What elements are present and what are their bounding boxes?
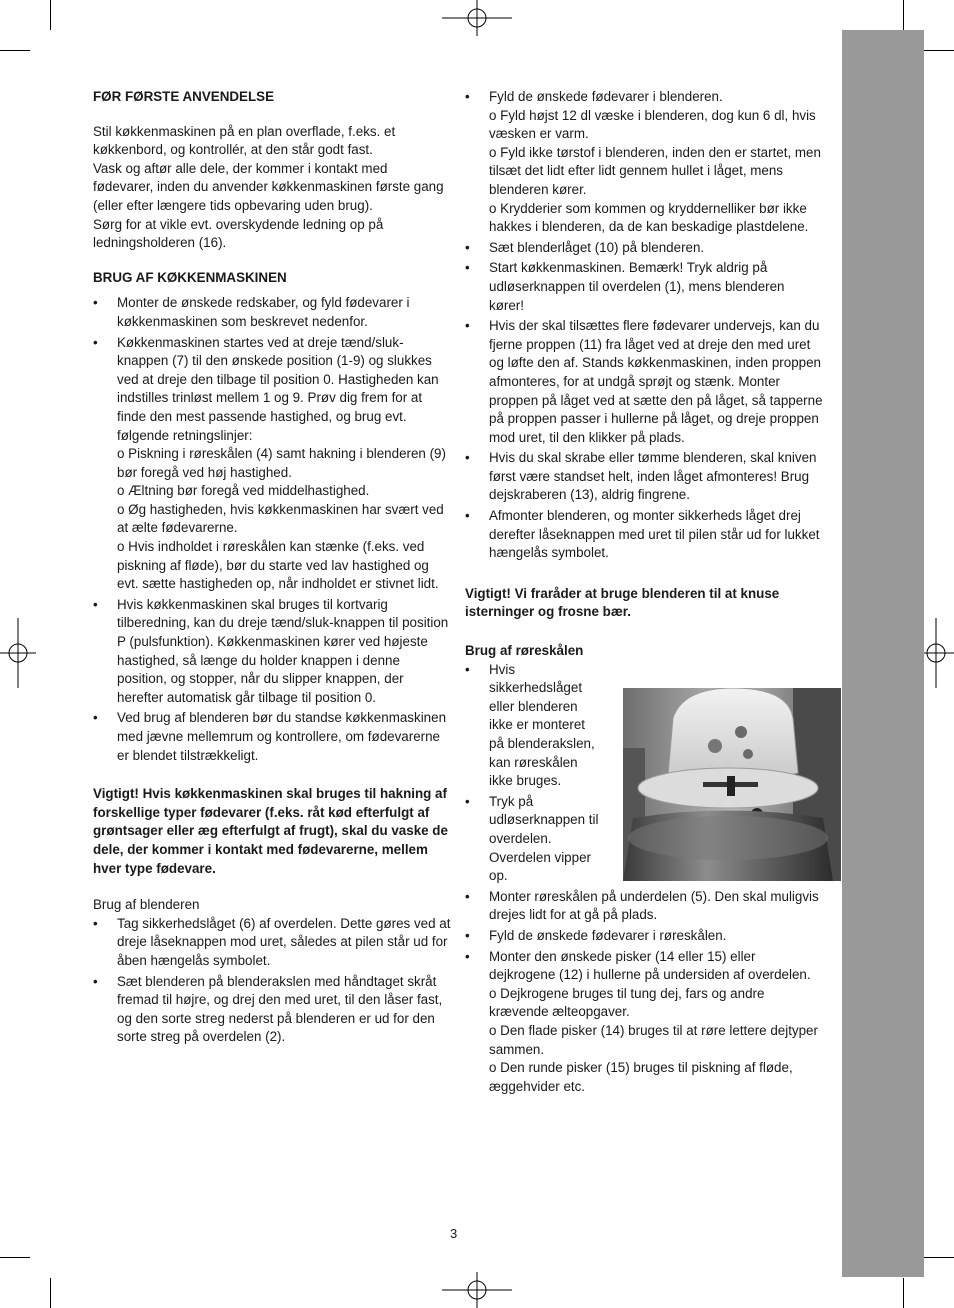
warning-text: Vigtigt! Vi fraråder at bruge blenderen til at knuse isterninger og frosne bær. bbox=[465, 585, 780, 620]
sub-item: o Fyld ikke tørstof i blenderen, inden den er startet, men tilsæt det lidt efter lidt gennem hullet i låget, mens blenderen kører. bbox=[489, 144, 821, 197]
crop-mark bbox=[903, 1278, 904, 1308]
bullet-icon: • bbox=[465, 318, 470, 334]
sub-item: o Fyld højst 12 dl væske i blenderen, dog kun 6 dl, hvis væsken er varm. bbox=[489, 107, 816, 142]
sub-item: o Hvis indholdet i røreskålen kan stænke (f.eks. ved piskning af fløde), bør du starte ved lav hastighed og evt. sætte hastigheden op, når indholdet er stivnet lidt. bbox=[117, 539, 439, 592]
section-title: FØR FØRSTE ANVENDELSE bbox=[93, 89, 275, 104]
right-column bbox=[465, 88, 823, 1098]
paragraph: Stil køkkenmaskinen på en plan overflade, f.eks. et køkkenbord, og kontrollér, at den står godt fast. bbox=[93, 123, 396, 158]
list-item: • Fyld de ønskede fødevarer i røreskålen. bbox=[465, 927, 823, 946]
subsection-title: Brug af røreskålen bbox=[465, 643, 584, 659]
bullet-icon: • bbox=[93, 334, 98, 350]
crop-mark bbox=[50, 1278, 51, 1308]
crop-mark bbox=[924, 1257, 954, 1258]
list-item: • Afmonter blenderen, og monter sikkerheds låget drej derefter låseknappen med uret til pilen står ud for lukket hængelås symbolet. bbox=[465, 508, 820, 561]
sub-item: o Den runde pisker (15) bruges til piskning af fløde, æggehvider etc. bbox=[489, 1060, 793, 1094]
sub-item: o Øg hastigheden, hvis køkkenmaskinen har svært ved at ælte fødevarerne. bbox=[117, 501, 444, 536]
crop-mark bbox=[903, 0, 904, 30]
bullet-list bbox=[465, 888, 823, 1097]
registration-mark-icon bbox=[0, 618, 36, 688]
crop-mark bbox=[0, 50, 30, 51]
list-item: • Køkkenmaskinen startes ved at dreje tænd/sluk-knappen (7) til den ønskede position (1-9) og slukkes ved at dreje den tilbage til position 0. Hastigheden kan indstilles trinløst mellem 1 og 9. Prøv dig frem for at finde den mest passende hastighed, og brug evt. følgende retningslinjer: o Piskning i røreskålen (4) samt hakning i blenderen (9) bør foregå ved høj hastighed. o Æltning bør foregå ved middelhastighed. o Øg hastigheden, hvis køkkenmaskinen har svært ved at ælte fødevarerne. o Hvis indholdet i røreskålen kan stænke (f.eks. ved piskning af fløde), bør du starte ved lav hastighed og evt. sætte hastigheden op, når indholdet er stivnet lidt. bbox=[93, 334, 451, 594]
bullet-icon: • bbox=[465, 508, 470, 524]
list-item: • Fyld de ønskede fødevarer i blenderen. o Fyld højst 12 dl væske i blenderen, dog kun 6 dl, hvis væsken er varm. o Fyld ikke tørstof i blenderen, inden den er startet, men tilsæt det lidt efter lidt gennem hullet i låget, mens blenderen kører. o Krydderier som kommen og kryddernelliker bør ikke hakkes i blenderen, da de kan beskadige plastdelene. bbox=[465, 88, 823, 237]
mixer-photo bbox=[623, 688, 841, 881]
left-column bbox=[93, 88, 451, 1049]
list-item: • Hvis du skal skrabe eller tømme blenderen, skal kniven først være standset helt, inden låget afmonteres! Brug dejskraberen (13), aldrig fingrene. bbox=[465, 450, 817, 503]
bullet-list bbox=[465, 88, 823, 563]
sub-item: o Dejkrogene bruges til tung dej, fars og andre krævende ælteopgaver. bbox=[489, 985, 765, 1020]
bullet-icon: • bbox=[465, 260, 470, 276]
bullet-icon: • bbox=[465, 450, 470, 466]
page-number: 3 bbox=[450, 1226, 458, 1241]
bullet-icon: • bbox=[465, 888, 470, 904]
list-item: • Hvis køkkenmaskinen skal bruges til kortvarig tilberedning, kan du dreje tænd/sluk-knappen til position P (pulsfunktion). Køkkenmaskinen kører ved højeste hastighed, så længe du holder knappen i denne position, og stopper, når du slipper knappen, der herefter automatisk går tilbage til position 0. bbox=[93, 596, 449, 705]
bullet-icon: • bbox=[93, 596, 98, 612]
kitchen-machine-image bbox=[623, 688, 841, 881]
registration-mark-icon bbox=[442, 1272, 512, 1308]
list-item: • Sæt blenderen på blenderakslen med håndtaget skråt fremad til højre, og drej den med uret, til den låser fast, og den sorte streg nederst på blenderen er ud for den sorte streg på overdelen (2). bbox=[93, 973, 443, 1045]
bullet-icon: • bbox=[465, 89, 470, 104]
bullet-icon: • bbox=[465, 948, 470, 964]
bullet-icon: • bbox=[93, 710, 98, 726]
paragraph: Sørg for at vikle evt. overskydende ledning op på ledningsholderen (16). bbox=[93, 216, 384, 251]
bullet-list bbox=[93, 915, 451, 1047]
list-item: • Tryk på udløserknappen til overdelen. Overdelen vipper op. bbox=[465, 793, 599, 884]
list-item: • Sæt blenderlåget (10) på blenderen. bbox=[465, 239, 823, 258]
registration-mark-icon bbox=[442, 0, 512, 36]
subsection-title: Brug af blenderen bbox=[93, 897, 200, 913]
crop-mark bbox=[50, 0, 51, 30]
bullet-icon: • bbox=[93, 973, 98, 989]
bullet-icon: • bbox=[93, 915, 98, 931]
list-item: • Tag sikkerhedslåget (6) af overdelen. Dette gøres ved at dreje låseknappen mod uret, således at pilen står ud for åben hængelås symbolet. bbox=[93, 915, 451, 968]
warning-text: Vigtigt! Hvis køkkenmaskinen skal bruges til hakning af forskellige typer fødevarer (f.eks. råt kød efterfulgt af grøntsager eller æg efterfulgt af frugt), skal du vaske de dele, der kommer i kontakt med fødevarerne, mellem hver type fødevare. bbox=[93, 786, 448, 876]
bullet-icon: • bbox=[465, 661, 470, 677]
list-item: • Monter de ønskede redskaber, og fyld fødevarer i køkkenmaskinen som beskrevet nedenfor. bbox=[93, 295, 410, 329]
bullet-icon: • bbox=[465, 793, 470, 809]
list-item: • Monter den ønskede pisker (14 eller 15) eller dejkrogene (12) i hullerne på undersiden af overdelen. o Dejkrogene bruges til tung dej, fars og andre krævende ælteopgaver. o Den flade pisker (14) bruges til at røre lettere dejtyper sammen. o Den runde pisker (15) bruges til piskning af fløde, æggehvider etc. bbox=[465, 948, 823, 1097]
sub-item: o Krydderier som kommen og kryddernelliker bør ikke hakkes i blenderen, da de kan beskadige plastdelene. bbox=[489, 200, 809, 235]
bullet-icon: • bbox=[465, 927, 470, 943]
sub-item: o Piskning i røreskålen (4) samt hakning i blenderen (9) bør foregå ved høj hastighed. bbox=[117, 446, 446, 480]
bullet-icon: • bbox=[465, 239, 470, 255]
sub-item: o Æltning bør foregå ved middelhastighed. bbox=[117, 483, 370, 499]
list-item: • Hvis der skal tilsættes flere fødevarer undervejs, kan du fjerne proppen (11) fra låget ved at dreje den med uret og løfte den af. Stands køkkenmaskinen, inden proppen afmonteres, for at undgå sprøjt og stænk. Monter proppen på låget ved at sætte den på låget, så tapperne på proppen passer i hullerne på låget, og dreje proppen mod uret, til den klikker på plads. bbox=[465, 318, 823, 445]
crop-mark bbox=[0, 1257, 30, 1258]
bullet-icon: • bbox=[93, 295, 98, 311]
list-item: • Ved brug af blenderen bør du standse køkkenmaskinen med jævne mellemrum og kontrollere, om fødevarerne er blendet tilstrækkeligt. bbox=[93, 710, 447, 763]
list-item: • Start køkkenmaskinen. Bemærk! Tryk aldrig på udløserknappen til overdelen (1), mens blenderen kører! bbox=[465, 260, 785, 313]
list-item: • Hvis sikkerhedslåget eller blenderen ikke er monteret på blenderakslen, kan røreskålen ikke bruges. bbox=[465, 661, 595, 789]
side-tab bbox=[842, 30, 924, 1277]
list-item: • Monter røreskålen på underdelen (5). Den skal muligvis drejes lidt for at gå på plads. bbox=[465, 888, 819, 923]
paragraph: Vask og aftør alle dele, der kommer i kontakt med fødevarer, inden du anvender køkkenmaskinen første gang (eller efter længere tids opbevaring uden brug). bbox=[93, 160, 444, 213]
sub-item: o Den flade pisker (14) bruges til at røre lettere dejtyper sammen. bbox=[489, 1022, 818, 1057]
crop-mark bbox=[924, 50, 954, 51]
section-title: BRUG AF KØKKENMASKINEN bbox=[93, 269, 287, 285]
bullet-list bbox=[93, 294, 451, 765]
